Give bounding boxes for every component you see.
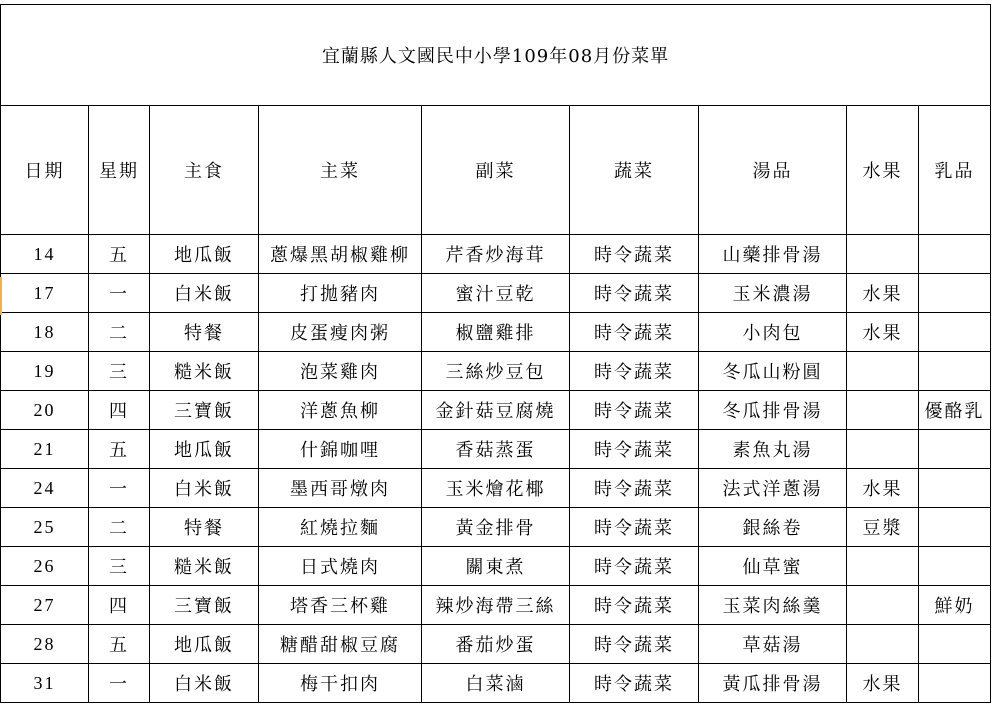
cell-dairy[interactable] [919,430,991,469]
cell-soup[interactable]: 冬瓜排骨湯 [699,391,847,430]
cell-vegetable[interactable]: 時令蔬菜 [570,313,699,352]
cell-side-dish[interactable]: 辣炒海帶三絲 [422,586,570,625]
cell-vegetable[interactable]: 時令蔬菜 [570,625,699,664]
cell-dairy[interactable] [919,274,991,313]
header-weekday[interactable]: 星期 [89,106,150,235]
cell-weekday[interactable]: 二 [89,313,150,352]
table-row [1,313,991,352]
cell-main-dish[interactable]: 皮蛋瘦肉粥 [259,313,422,352]
cell-side-dish[interactable]: 黃金排骨 [422,508,570,547]
cell-weekday[interactable]: 五 [89,430,150,469]
cell-soup[interactable]: 銀絲卷 [699,508,847,547]
cell-date[interactable]: 25 [1,508,89,547]
cell-vegetable[interactable]: 時令蔬菜 [570,352,699,391]
cell-vegetable[interactable]: 時令蔬菜 [570,664,699,703]
cell-main-dish[interactable]: 墨西哥燉肉 [259,469,422,508]
cell-dairy[interactable]: 優酪乳 [919,391,991,430]
cell-staple[interactable]: 地瓜飯 [150,430,259,469]
cell-weekday[interactable]: 一 [89,664,150,703]
cell-staple[interactable]: 地瓜飯 [150,625,259,664]
cell-weekday[interactable]: 一 [89,274,150,313]
cell-fruit[interactable]: 豆漿 [847,508,919,547]
title-row [1,5,991,106]
cell-dairy[interactable] [919,313,991,352]
cell-soup[interactable]: 玉米濃湯 [699,274,847,313]
cell-date[interactable]: 21 [1,430,89,469]
table-row [1,430,991,469]
cell-main-dish[interactable]: 糖醋甜椒豆腐 [259,625,422,664]
cell-date[interactable]: 14 [1,235,89,274]
header-staple[interactable]: 主食 [150,106,259,235]
table-row [1,547,991,586]
cell-weekday[interactable]: 一 [89,469,150,508]
cell-staple[interactable]: 特餐 [150,313,259,352]
header-vegetable[interactable]: 蔬菜 [570,106,699,235]
cell-dairy[interactable] [919,625,991,664]
table-row [1,274,991,313]
selected-row-marker [0,277,2,315]
cell-vegetable[interactable]: 時令蔬菜 [570,274,699,313]
cell-vegetable[interactable]: 時令蔬菜 [570,508,699,547]
cell-dairy[interactable] [919,508,991,547]
table-row [1,235,991,274]
cell-dairy[interactable] [919,547,991,586]
header-row [1,106,991,235]
cell-weekday[interactable]: 四 [89,586,150,625]
cell-date[interactable]: 17 [1,274,89,313]
menu-title: 宜蘭縣人文國民中小學109年08月份菜單 [321,46,670,67]
cell-side-dish[interactable]: 關東煮 [422,547,570,586]
cell-date[interactable]: 26 [1,547,89,586]
menu-table [0,4,991,703]
cell-fruit[interactable] [847,586,919,625]
cell-weekday[interactable]: 三 [89,352,150,391]
cell-dairy[interactable] [919,469,991,508]
cell-main-dish[interactable]: 日式燒肉 [259,547,422,586]
cell-weekday[interactable]: 五 [89,235,150,274]
cell-weekday[interactable]: 五 [89,625,150,664]
cell-staple[interactable]: 白米飯 [150,469,259,508]
cell-soup[interactable]: 仙草蜜 [699,547,847,586]
cell-fruit[interactable] [847,391,919,430]
cell-date[interactable]: 18 [1,313,89,352]
cell-side-dish[interactable]: 芹香炒海茸 [422,235,570,274]
cell-vegetable[interactable]: 時令蔬菜 [570,547,699,586]
table-row [1,508,991,547]
cell-date[interactable]: 19 [1,352,89,391]
cell-dairy[interactable] [919,664,991,703]
cell-soup[interactable]: 草菇湯 [699,625,847,664]
cell-side-dish[interactable]: 番茄炒蛋 [422,625,570,664]
cell-side-dish[interactable]: 椒鹽雞排 [422,313,570,352]
cell-staple[interactable]: 三寶飯 [150,586,259,625]
cell-main-dish[interactable]: 打拋豬肉 [259,274,422,313]
cell-date[interactable]: 27 [1,586,89,625]
cell-staple[interactable]: 地瓜飯 [150,235,259,274]
cell-soup[interactable]: 素魚丸湯 [699,430,847,469]
cell-soup[interactable]: 法式洋蔥湯 [699,469,847,508]
table-row [1,391,991,430]
table-row [1,352,991,391]
menu-rows [1,235,991,703]
header-side-dish[interactable]: 副菜 [422,106,570,235]
cell-staple[interactable]: 白米飯 [150,274,259,313]
cell-date[interactable]: 31 [1,664,89,703]
cell-side-dish[interactable]: 三絲炒豆包 [422,352,570,391]
cell-soup[interactable]: 冬瓜山粉圓 [699,352,847,391]
cell-soup[interactable]: 黃瓜排骨湯 [699,664,847,703]
cell-main-dish[interactable]: 洋蔥魚柳 [259,391,422,430]
table-row [1,664,991,703]
menu-title-cell[interactable] [1,5,991,106]
cell-staple[interactable]: 白米飯 [150,664,259,703]
cell-staple[interactable]: 糙米飯 [150,352,259,391]
cell-vegetable[interactable]: 時令蔬菜 [570,430,699,469]
header-main-dish[interactable]: 主菜 [259,106,422,235]
cell-date[interactable]: 20 [1,391,89,430]
cell-vegetable[interactable]: 時令蔬菜 [570,586,699,625]
cell-soup[interactable]: 小肉包 [699,313,847,352]
cell-vegetable[interactable]: 時令蔬菜 [570,469,699,508]
cell-staple[interactable]: 糙米飯 [150,547,259,586]
cell-main-dish[interactable]: 泡菜雞肉 [259,352,422,391]
cell-main-dish[interactable]: 什錦咖哩 [259,430,422,469]
header-fruit[interactable]: 水果 [847,106,919,235]
cell-side-dish[interactable]: 白菜滷 [422,664,570,703]
cell-dairy[interactable]: 鮮奶 [919,586,991,625]
cell-dairy[interactable] [919,352,991,391]
cell-vegetable[interactable]: 時令蔬菜 [570,391,699,430]
cell-weekday[interactable]: 三 [89,547,150,586]
cell-side-dish[interactable]: 蜜汁豆乾 [422,274,570,313]
cell-side-dish[interactable]: 香菇蒸蛋 [422,430,570,469]
cell-fruit[interactable] [847,430,919,469]
cell-fruit[interactable]: 水果 [847,274,919,313]
cell-weekday[interactable]: 四 [89,391,150,430]
cell-fruit[interactable]: 水果 [847,469,919,508]
cell-weekday[interactable]: 二 [89,508,150,547]
cell-fruit[interactable] [847,352,919,391]
cell-fruit[interactable] [847,625,919,664]
header-soup[interactable]: 湯品 [699,106,847,235]
cell-fruit[interactable] [847,235,919,274]
cell-date[interactable]: 24 [1,469,89,508]
cell-side-dish[interactable]: 金針菇豆腐燒 [422,391,570,430]
cell-main-dish[interactable]: 塔香三杯雞 [259,586,422,625]
cell-side-dish[interactable]: 玉米燴花椰 [422,469,570,508]
header-dairy[interactable]: 乳品 [919,106,991,235]
cell-fruit[interactable] [847,547,919,586]
cell-vegetable[interactable]: 時令蔬菜 [570,235,699,274]
cell-staple[interactable]: 三寶飯 [150,391,259,430]
cell-dairy[interactable] [919,235,991,274]
header-date[interactable]: 日期 [1,106,89,235]
cell-staple[interactable]: 特餐 [150,508,259,547]
cell-date[interactable]: 28 [1,625,89,664]
cell-fruit[interactable]: 水果 [847,664,919,703]
cell-fruit[interactable]: 水果 [847,313,919,352]
table-row [1,625,991,664]
cell-soup[interactable]: 玉菜肉絲羹 [699,586,847,625]
table-row [1,586,991,625]
cell-soup[interactable]: 山藥排骨湯 [699,235,847,274]
cell-main-dish[interactable]: 紅燒拉麵 [259,508,422,547]
cell-main-dish[interactable]: 梅干扣肉 [259,664,422,703]
table-row [1,469,991,508]
cell-main-dish[interactable]: 蔥爆黑胡椒雞柳 [259,235,422,274]
